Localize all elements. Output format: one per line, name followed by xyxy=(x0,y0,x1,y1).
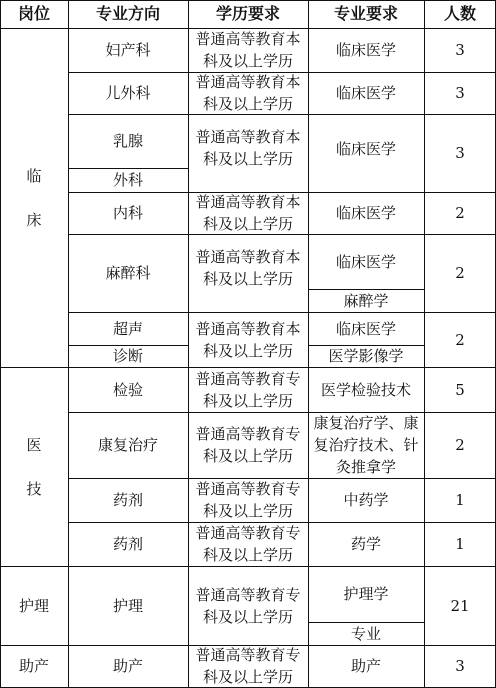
major-cell: 临床医学 xyxy=(335,41,396,59)
header-direction: 专业方向 xyxy=(95,4,160,23)
count-cell: 3 xyxy=(455,657,465,675)
count-cell: 1 xyxy=(455,491,465,509)
education-cell: 普通高等教育本 科及以上学历 xyxy=(195,128,301,168)
direction-cell: 护理 xyxy=(112,596,143,615)
major-cell: 医学检验技术 xyxy=(320,380,411,399)
direction-cell: 内科 xyxy=(112,204,143,222)
education-cell: 普通高等教育专 科及以上学历 xyxy=(195,369,301,410)
major-cell: 助产 xyxy=(350,657,381,675)
count-cell: 5 xyxy=(455,380,465,399)
header-count: 人数 xyxy=(443,4,476,23)
count-cell: 3 xyxy=(455,84,465,102)
education-cell: 普通高等教育本 科及以上学历 xyxy=(195,193,301,233)
direction-cell: 药剂 xyxy=(112,491,143,509)
count-cell: 3 xyxy=(455,41,465,59)
group-clinical: 临 床 xyxy=(26,166,42,229)
major-cell: 临床医学 xyxy=(335,204,396,222)
major-cell-sub: 麻醉学 xyxy=(343,291,389,310)
group-medical-tech: 医 技 xyxy=(26,435,42,498)
major-cell: 临床医学 xyxy=(335,319,396,338)
count-cell: 2 xyxy=(455,264,465,282)
education-cell: 普通高等教育本 科及以上学历 xyxy=(195,319,301,360)
direction-cell: 麻醉科 xyxy=(105,264,151,282)
count-cell: 2 xyxy=(455,204,465,222)
count-cell: 21 xyxy=(450,596,470,615)
direction-cell: 儿外科 xyxy=(105,84,151,102)
major-cell: 药学 xyxy=(350,535,381,553)
header-education: 学历要求 xyxy=(215,4,280,23)
count-cell: 2 xyxy=(455,436,465,454)
major-cell: 临床医学 xyxy=(335,252,396,271)
count-cell: 2 xyxy=(455,330,465,349)
major-cell: 临床医学 xyxy=(335,84,396,102)
direction-cell: 乳腺 xyxy=(112,132,143,150)
direction-cell: 检验 xyxy=(112,380,143,399)
education-cell: 普通高等教育专 科及以上学历 xyxy=(195,425,301,465)
major-cell-sub: 医学影像学 xyxy=(328,347,404,365)
major-cell: 中药学 xyxy=(343,491,389,509)
count-cell: 3 xyxy=(455,144,465,162)
direction-cell: 助产 xyxy=(112,657,143,675)
education-cell: 普通高等教育专 科及以上学历 xyxy=(195,585,301,626)
direction-cell: 妇产科 xyxy=(105,41,151,59)
direction-cell: 康复治疗 xyxy=(97,436,158,454)
education-cell: 普通高等教育专 科及以上学历 xyxy=(195,646,301,686)
direction-cell-sub: 外科 xyxy=(112,171,143,189)
direction-cell: 超声 xyxy=(112,319,143,338)
group-midwifery: 助产 xyxy=(18,657,49,675)
group-nursing: 护理 xyxy=(18,596,49,615)
direction-cell-sub: 诊断 xyxy=(112,347,143,365)
education-cell: 普通高等教育本 科及以上学历 xyxy=(195,248,301,288)
count-cell: 1 xyxy=(455,535,465,553)
major-cell: 康复治疗学、康 复治疗技术、针 灸推拿学 xyxy=(313,414,419,476)
header-post: 岗位 xyxy=(17,4,50,23)
major-cell: 护理学 xyxy=(343,585,389,603)
direction-cell: 药剂 xyxy=(112,535,143,553)
major-cell: 临床医学 xyxy=(335,140,396,158)
education-cell: 普通高等教育本 科及以上学历 xyxy=(195,73,301,113)
major-cell-sub: 专业 xyxy=(350,624,381,643)
education-cell: 普通高等教育本 科及以上学历 xyxy=(195,30,301,70)
header-major: 专业要求 xyxy=(333,4,398,23)
education-cell: 普通高等教育专 科及以上学历 xyxy=(195,480,301,520)
education-cell: 普通高等教育专 科及以上学历 xyxy=(195,524,301,564)
